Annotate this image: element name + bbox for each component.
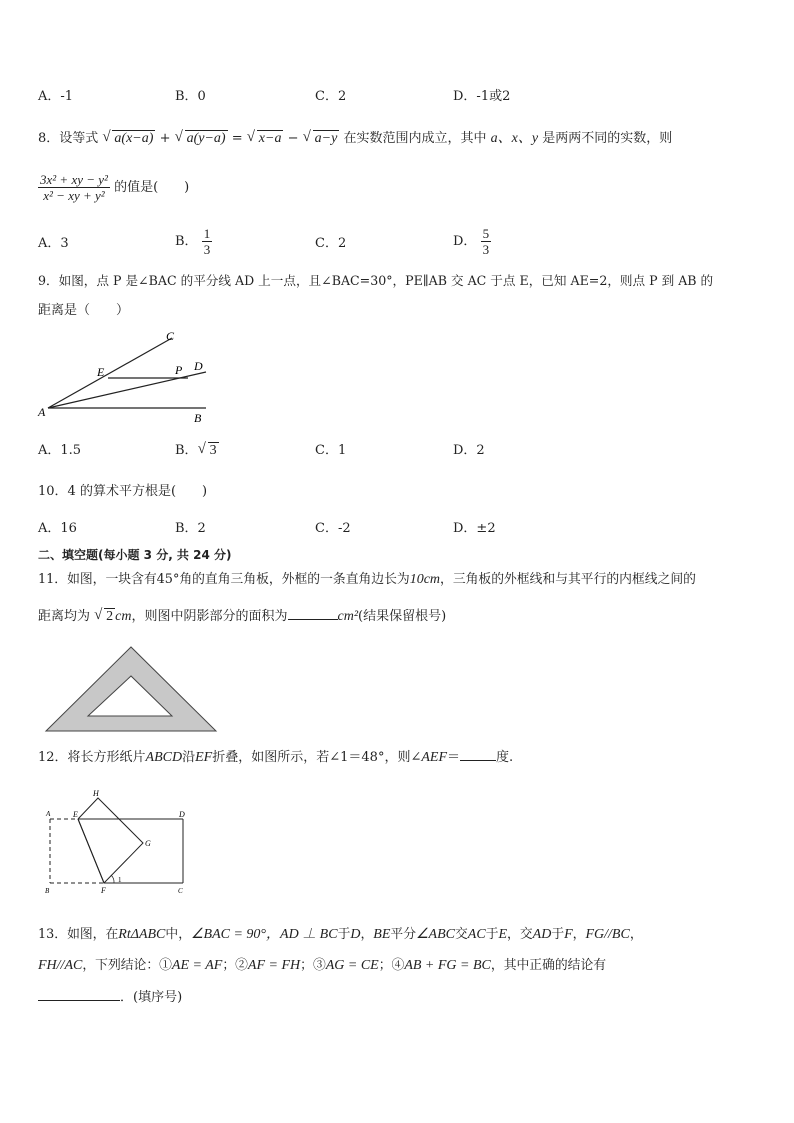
q8-plus: + — [159, 131, 171, 146]
q9-stem-line1: 9．如图，点 P 是∠BAC 的平分线 AD 上一点，且∠BAC=30°，PE∥AB 交 AC 于点 E，已知 AE=2，则点 P 到 AB 的 — [38, 273, 714, 288]
q8-expression — [38, 172, 189, 203]
q8-option-c: C．2 — [315, 236, 347, 251]
q11-stem-line1: 11．如图，一块含有45°角的直角三角板，外框的一条直角边长为10cm，三角板的外框线和与其平行的内框线之间的 — [38, 572, 696, 587]
q12-answer-blank[interactable] — [460, 760, 496, 761]
q10-option-c: C．-2 — [315, 521, 351, 536]
q9-ray-ac — [48, 338, 172, 408]
q8-sqrt-3: √ x−a — [246, 129, 282, 146]
q12-label-angle-1: 1 — [118, 876, 122, 884]
q12-fold-line-ef — [78, 819, 104, 883]
q11-answer-blank[interactable] — [288, 619, 338, 620]
q8-vars: a、x、y — [490, 131, 539, 146]
q12-figure — [40, 786, 200, 896]
q8-mid: 在实数范围内成立，其中 — [343, 131, 487, 146]
q8-suffix: 是两两不同的实数，则 — [542, 131, 673, 146]
q9-figure — [36, 326, 216, 426]
q8-sqrt-1: √ a(x−a) — [102, 129, 154, 146]
q12-label-e: E — [73, 810, 78, 819]
q9-stem-line2: 距离是（ ） — [38, 303, 130, 318]
q12-label-b: B — [45, 887, 50, 895]
q9-label-c: C — [166, 329, 175, 343]
q10-option-b: B．2 — [175, 521, 206, 536]
q8-stem — [38, 131, 672, 147]
q13-stem-line1: 13．如图，在RtΔABC中，∠BAC = 90°，AD ⊥ BC于D，BE平分∠ABC交AC于E，交AD于F，FG//BC， — [38, 927, 643, 942]
q9-option-d: D．2 — [453, 443, 485, 458]
q8-fraction: $\frac{\text{3x² + xy − y²}}{\text{x² − xy + y²}}$ — [40, 172, 108, 203]
q7-option-b: B．0 — [175, 89, 206, 104]
q8-option-a: A．3 — [38, 236, 69, 251]
q12-label-c: C — [178, 887, 183, 895]
q13-answer-blank[interactable] — [38, 1000, 120, 1001]
q12-label-h: H — [93, 789, 99, 798]
q10-option-d: D．±2 — [453, 521, 496, 536]
q9-option-b: B． √ 3 — [175, 441, 217, 458]
q12-label-f: F — [101, 886, 106, 895]
q9-label-p: P — [175, 363, 183, 377]
q13-stem-line3: ．(填序号) — [38, 990, 182, 1006]
q8-option-d: D． $\frac{5}{3}$ — [453, 226, 490, 257]
q12-angle-1-arc — [111, 875, 114, 883]
q12-label-g: G — [145, 839, 151, 848]
q11-shaded-frame — [46, 647, 216, 731]
q8-tail: 的值是( ) — [114, 180, 190, 195]
q8-option-b: B． $\frac{1}{3}$ — [175, 226, 211, 257]
q10-option-a: A．16 — [38, 521, 77, 536]
q9-option-c: C．1 — [315, 443, 347, 458]
q9-label-a: A — [38, 405, 46, 419]
q9-label-d: D — [194, 359, 203, 373]
q8-equals: = — [231, 131, 243, 146]
q7-option-d: D．-1或2 — [453, 89, 511, 104]
section-fill-in-title: 二、填空题(每小题 3 分, 共 24 分) — [38, 548, 232, 562]
q9-ray-ad — [48, 372, 206, 408]
q13-stem-line2: FH//AC，下列结论：①AE = AF；②AF = FH；③AG = CE；④AB + FG = BC，其中正确的结论有 — [38, 958, 607, 973]
q9-option-a: A．1.5 — [38, 443, 82, 458]
q12-folded-flap — [78, 798, 143, 883]
q12-stem: 12．将长方形纸片ABCD沿EF折叠，如图所示，若∠1＝48°，则∠AEF＝ 度. — [38, 750, 514, 765]
q8-minus: − — [287, 131, 299, 146]
q7-option-a: A．-1 — [38, 89, 74, 104]
q9-label-b: B — [194, 411, 202, 425]
q8-sqrt-4: √ a−y — [302, 129, 338, 146]
q11-triangle-figure — [44, 644, 224, 734]
q7-option-c: C．2 — [315, 89, 347, 104]
q10-stem: 10．4 的算术平方根是( ) — [38, 484, 208, 499]
q8-sqrt-2: √ a(y−a) — [174, 129, 226, 146]
q12-label-d: D — [179, 810, 185, 819]
q12-label-a: A — [46, 810, 51, 818]
q9-label-e: E — [97, 365, 105, 379]
q11-stem-line2: 距离均为 √ 2 cm，则图中阴影部分的面积为 cm²(结果保留根号) — [38, 607, 447, 624]
q8-prefix: 8．设等式 — [38, 131, 99, 146]
